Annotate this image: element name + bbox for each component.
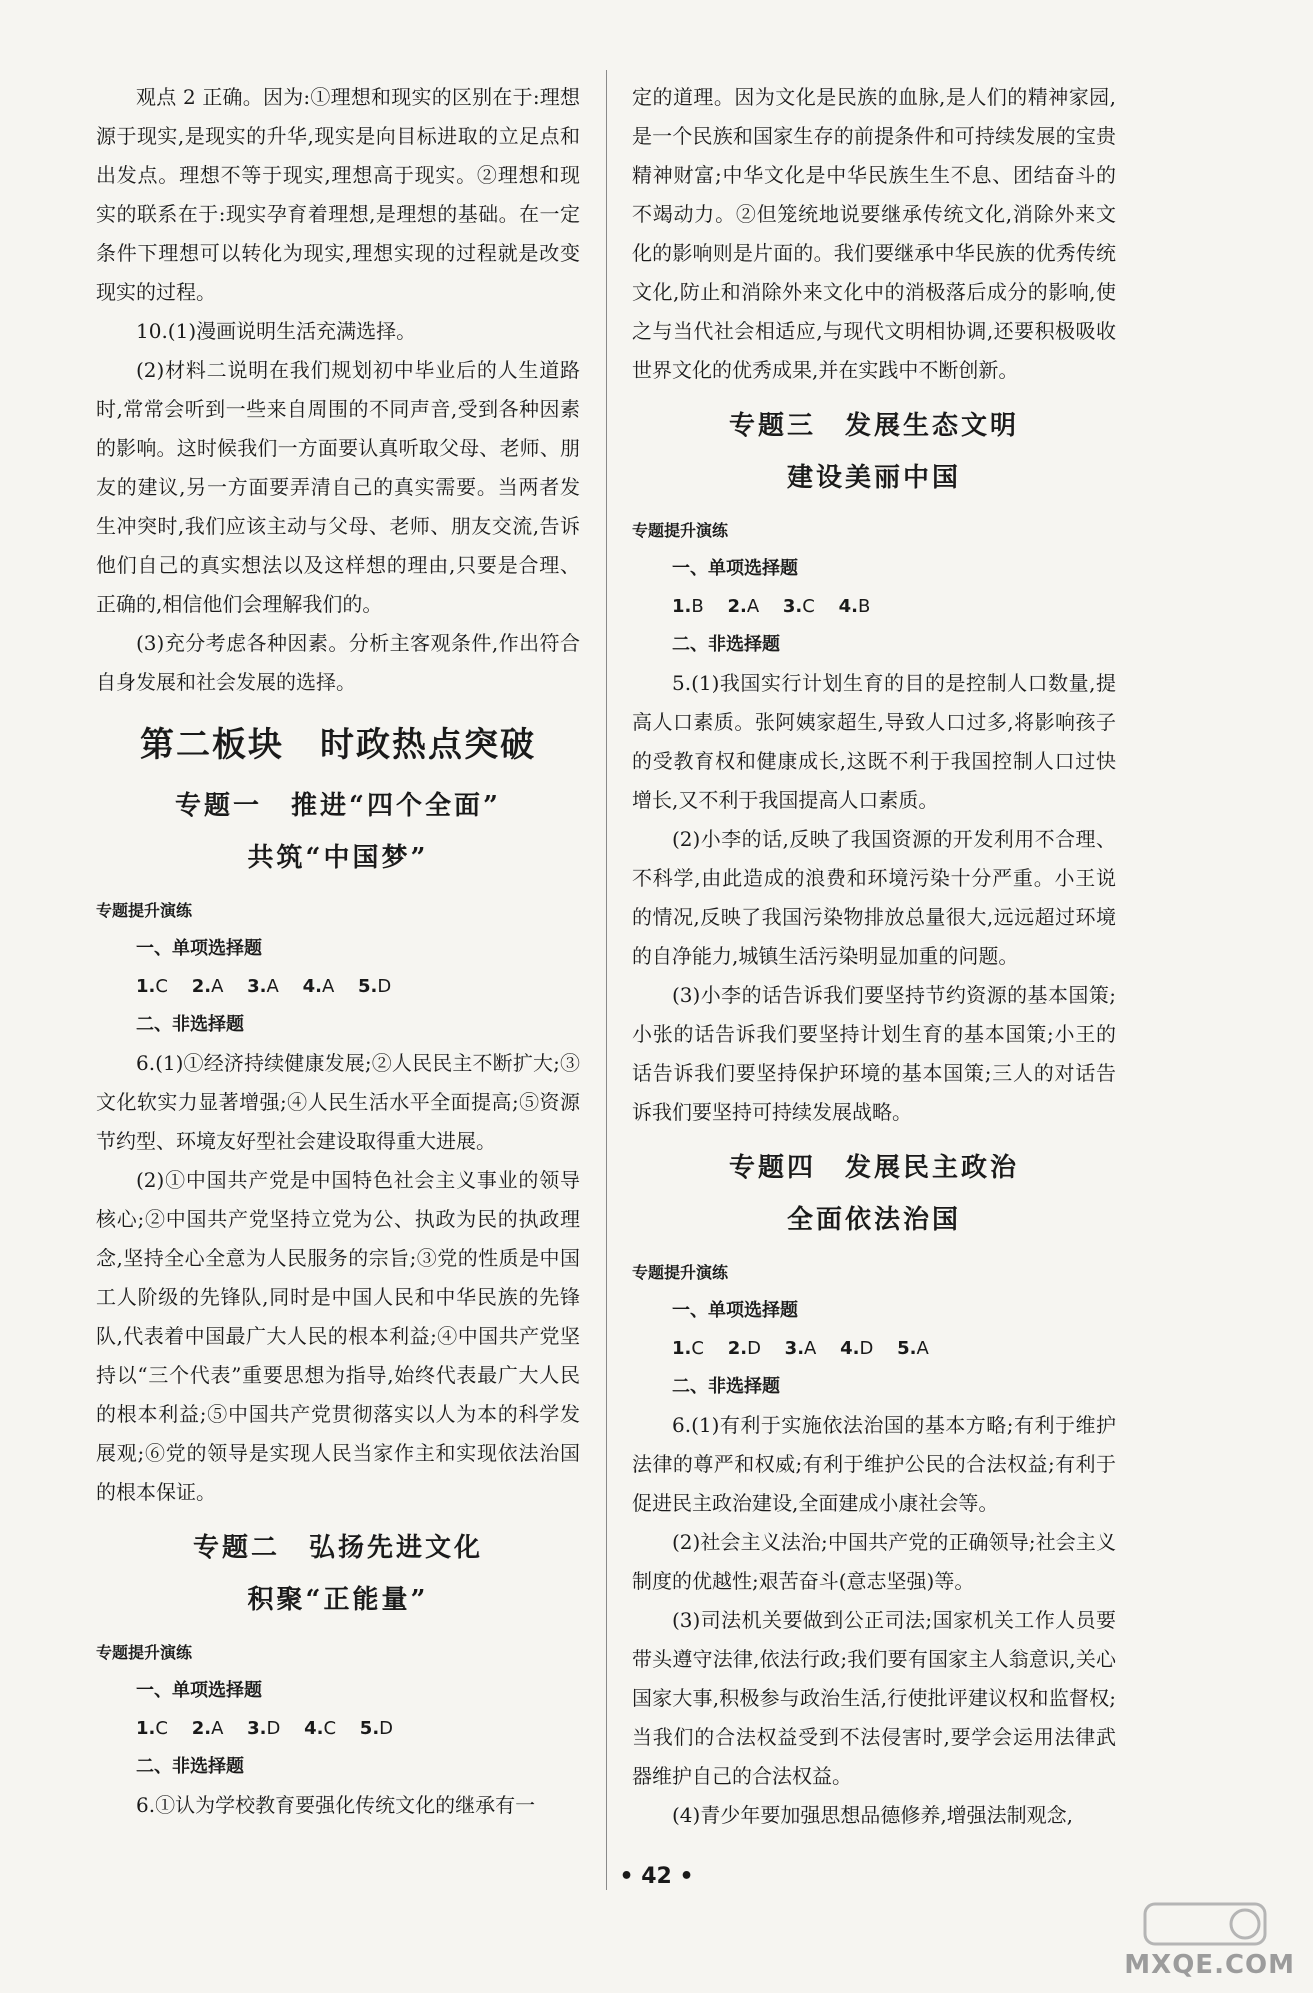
answer-item: 1.C	[136, 976, 168, 997]
question-type-label: 二、非选择题	[136, 1014, 244, 1035]
paragraph: (2)社会主义法治;中国共产党的正确领导;社会主义制度的优越性;艰苦奋斗(意志坚强)等。	[632, 1530, 1116, 1593]
answer-item: 4.D	[840, 1338, 874, 1359]
board-title: 第二板块 时政热点突破	[140, 725, 536, 765]
answer-list	[632, 588, 1116, 626]
paragraph: (4)青少年要加强思想品德修养,增强法制观念,	[672, 1803, 1074, 1827]
answer-item: 5.A	[897, 1338, 929, 1359]
answer-list	[96, 968, 580, 1006]
watermark-stamp-icon	[1105, 1900, 1295, 1950]
topic-title-line1: 专题一 推进“四个全面”	[175, 791, 501, 821]
paragraph: (2)材料二说明在我们规划初中毕业后的人生道路时,常常会听到一些来自周围的不同声音,受到各种因素的影响。这时候我们一方面要认真听取父母、老师、朋友的建议,另一方面要弄清自己的真实需要。当两者发生冲突时,我们应该主动与父母、老师、朋友交流,告诉他们自己的真实想法以及这样想的理由,只要是合理、正确的,相信他们会理解我们的。	[96, 358, 580, 616]
topic-title-line2: 建设美丽中国	[786, 463, 961, 493]
topic-title-line2: 积聚“正能量”	[247, 1585, 429, 1615]
question-type-label: 一、单项选择题	[136, 1680, 262, 1701]
answer-list	[632, 1330, 1116, 1368]
page-number: • 42 •	[619, 1864, 694, 1889]
topic-heading	[632, 1142, 1116, 1246]
answer-item: 1.C	[136, 1718, 168, 1739]
question-type-label: 一、单项选择题	[672, 558, 798, 579]
answer-item: 2.A	[727, 596, 760, 617]
paragraph: (3)小李的话告诉我们要坚持节约资源的基本国策;小张的话告诉我们要坚持计划生育的基本国策;小王的话告诉我们要坚持保护环境的基本国策;三人的对话告诉我们要坚持可持续发展战略。	[632, 983, 1116, 1124]
answer-item: 3.D	[247, 1718, 281, 1739]
watermark-logo	[1105, 1900, 1295, 1980]
question-type-label: 二、非选择题	[672, 1376, 780, 1397]
answer-item: 5.D	[358, 976, 392, 997]
paragraph: 6.①认为学校教育要强化传统文化的继承有一	[136, 1793, 536, 1817]
paragraph: (2)①中国共产党是中国特色社会主义事业的领导核心;②中国共产党坚持立党为公、执政为民的执政理念,坚持全心全意为人民服务的宗旨;③党的性质是中国工人阶级的先锋队,同时是中国人民和中华民族的先锋队,代表着中国最广大人民的根本利益;④中国共产党坚持以“三个代表”重要思想为指导,始终代表最广大人民的根本利益;⑤中国共产党贯彻落实以人为本的科学发展观;⑥党的领导是实现人民当家作主和实现依法治国的根本保证。	[96, 1168, 580, 1504]
left-column	[96, 78, 580, 1825]
answer-item: 1.C	[672, 1338, 704, 1359]
question-type-label: 一、单项选择题	[672, 1300, 798, 1321]
paragraph: 10.(1)漫画说明生活充满选择。	[136, 319, 417, 343]
section-label: 专题提升演练	[96, 1643, 193, 1662]
answer-item: 4.B	[838, 596, 871, 617]
answer-item: 2.A	[191, 1718, 224, 1739]
paragraph: 6.(1)①经济持续健康发展;②人民民主不断扩大;③文化软实力显著增强;④人民生活水平全面提高;⑤资源节约型、环境友好型社会建设取得重大进展。	[96, 1051, 580, 1153]
topic-heading	[96, 1522, 580, 1626]
answer-item: 4.A	[302, 976, 335, 997]
topic-title-line1: 专题四 发展民主政治	[728, 1153, 1019, 1183]
paragraph: (2)小李的话,反映了我国资源的开发利用不合理、不科学,由此造成的浪费和环境污染十分严重。小王说的情况,反映了我国污染物排放总量很大,远远超过环境的自净能力,城镇生活污染明显加重的问题。	[632, 827, 1116, 968]
answer-item: 5.D	[359, 1718, 394, 1739]
section-label: 专题提升演练	[96, 901, 193, 920]
paragraph: (3)司法机关要做到公正司法;国家机关工作人员要带头遵守法律,依法行政;我们要有国家主人翁意识,关心国家大事,积极参与政治生活,行使批评建议权和监督权;当我们的合法权益受到不法侵害时,要学会运用法律武器维护自己的合法权益。	[632, 1608, 1116, 1788]
answer-list	[96, 1710, 580, 1748]
question-type-label: 二、非选择题	[672, 634, 780, 655]
answer-item: 2.A	[191, 976, 224, 997]
column-divider	[606, 70, 607, 1890]
topic-heading	[96, 780, 580, 884]
question-type-label: 二、非选择题	[136, 1756, 244, 1777]
topic-title-line2: 共筑“中国梦”	[247, 843, 429, 873]
answer-item: 3.A	[784, 1338, 817, 1359]
question-type-label: 一、单项选择题	[136, 938, 262, 959]
paragraph: 5.(1)我国实行计划生育的目的是控制人口数量,提高人口素质。张阿姨家超生,导致人口过多,将影响孩子的受教育权和健康成长,这既不利于我国控制人口过快增长,又不利于我国提高人口素质。	[632, 671, 1116, 812]
paragraph: (3)充分考虑各种因素。分析主客观条件,作出符合自身发展和社会发展的选择。	[96, 631, 580, 694]
answer-item: 2.D	[727, 1338, 761, 1359]
answer-item: 1.B	[672, 596, 704, 617]
watermark-url: MXQE.COM	[1124, 1950, 1295, 1980]
topic-title-line1: 专题二 弘扬先进文化	[192, 1533, 483, 1563]
topic-title-line1: 专题三 发展生态文明	[728, 411, 1019, 441]
topic-heading	[632, 400, 1116, 504]
section-label: 专题提升演练	[632, 1263, 729, 1282]
paragraph: 6.(1)有利于实施依法治国的基本方略;有利于维护法律的尊严和权威;有利于维护公民的合法权益;有利于促进民主政治建设,全面建成小康社会等。	[632, 1413, 1116, 1515]
paragraph: 定的道理。因为文化是民族的血脉,是人们的精神家园,是一个民族和国家生存的前提条件和可持续发展的宝贵精神财富;中华文化是中华民族生生不息、团结奋斗的不竭动力。②但笼统地说要继承传统文化,消除外来文化的影响则是片面的。我们要继承中华民族的优秀传统文化,防止和消除外来文化中的消极落后成分的影响,使之与当代社会相适应,与现代文明相协调,还要积极吸收世界文化的优秀成果,并在实践中不断创新。	[632, 85, 1116, 382]
answer-item: 3.A	[247, 976, 279, 997]
answer-item: 4.C	[304, 1718, 337, 1739]
paragraph: 观点 2 正确。因为:①理想和现实的区别在于:理想源于现实,是现实的升华,现实是向目标进取的立足点和出发点。理想不等于现实,理想高于现实。②理想和现实的联系在于:现实孕育着理想,是理想的基础。在一定条件下理想可以转化为现实,理想实现的过程就是改变现实的过程。	[96, 85, 580, 304]
answer-item: 3.C	[782, 596, 815, 617]
topic-title-line2: 全面依法治国	[786, 1205, 961, 1235]
right-column	[632, 78, 1116, 1835]
section-label: 专题提升演练	[632, 521, 729, 540]
